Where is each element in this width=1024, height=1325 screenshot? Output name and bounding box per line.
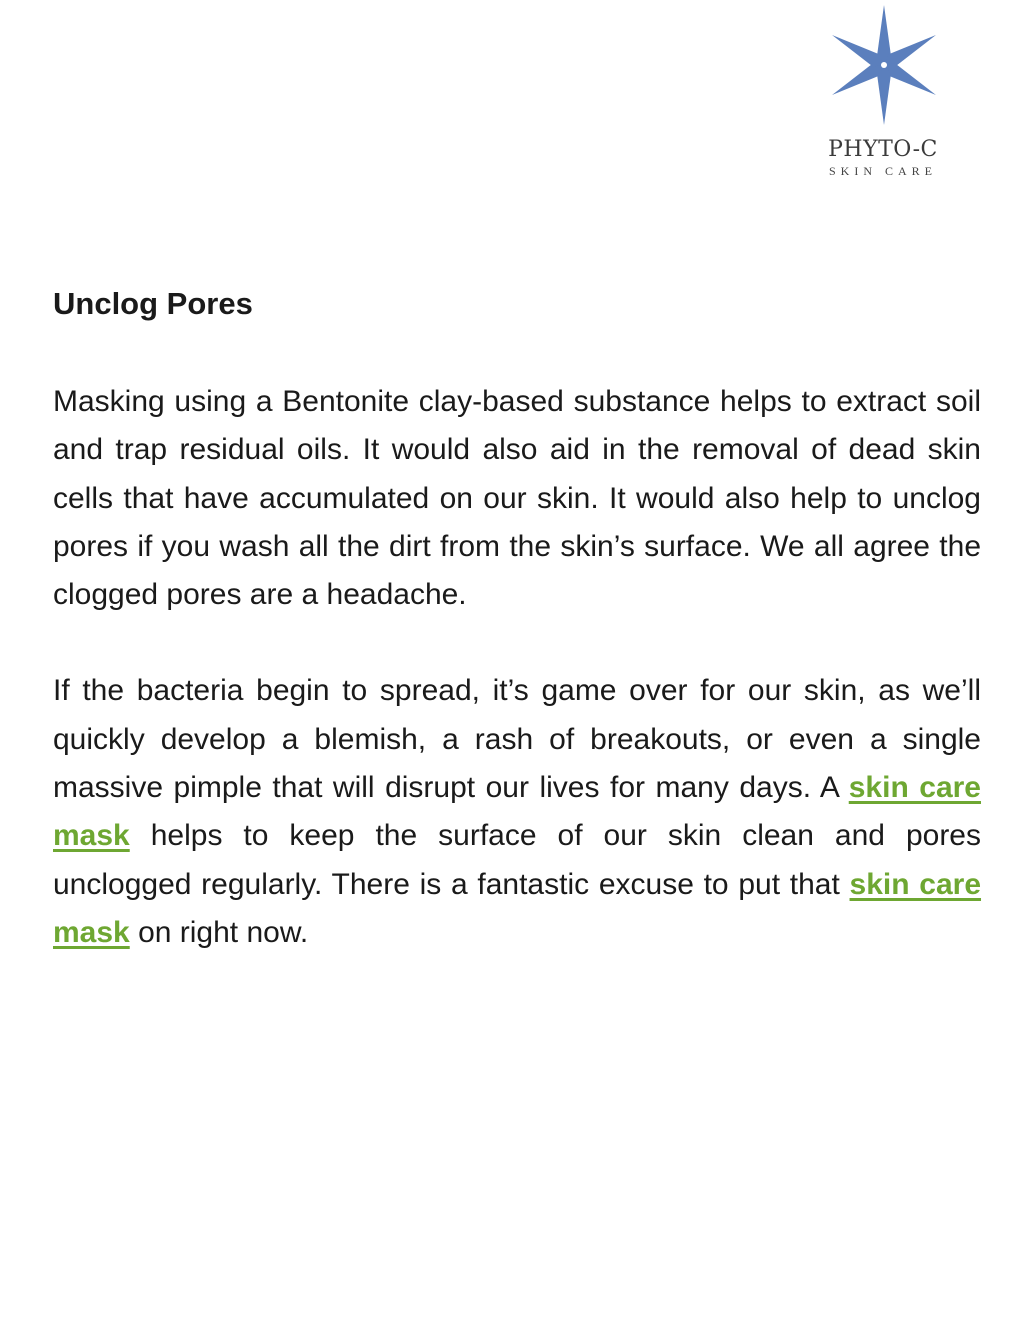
skin-care-mask-link-2[interactable]: skin care mask <box>53 867 982 949</box>
brand-logo <box>808 0 958 190</box>
article-title: Unclog Pores <box>53 286 253 321</box>
brand-tagline: SKIN CARE <box>828 164 937 178</box>
paragraph-2-text-3: on right now. <box>129 915 309 949</box>
brand-name: PHYTO-C <box>828 137 938 162</box>
paragraph-2-text-1: If the bacteria begin to spread, it’s game over for our skin, as we’ll quickly develop a blemish, a rash of breakouts, or even a single massive pimple that will disrupt our lives for many days. A <box>53 674 981 805</box>
paragraph-1: Masking using a Bentonite clay-based substance helps to extract soil and trap residual oils. It would also aid in the removal of dead skin cells that have accumulated on our skin. It would also help to unclog pores if you wash all the dirt from the skin’s surface. We all agree the clogged pores are a headache. <box>53 385 981 612</box>
paragraph-2-text-2: helps to keep the surface of our skin clean and pores unclogged regularly. There is a fantastic excuse to put that <box>53 819 981 901</box>
article <box>53 282 981 957</box>
skin-care-mask-link-1[interactable]: skin care mask <box>53 771 981 853</box>
star-logo-icon <box>822 2 946 128</box>
paragraph-2 <box>53 667 981 957</box>
